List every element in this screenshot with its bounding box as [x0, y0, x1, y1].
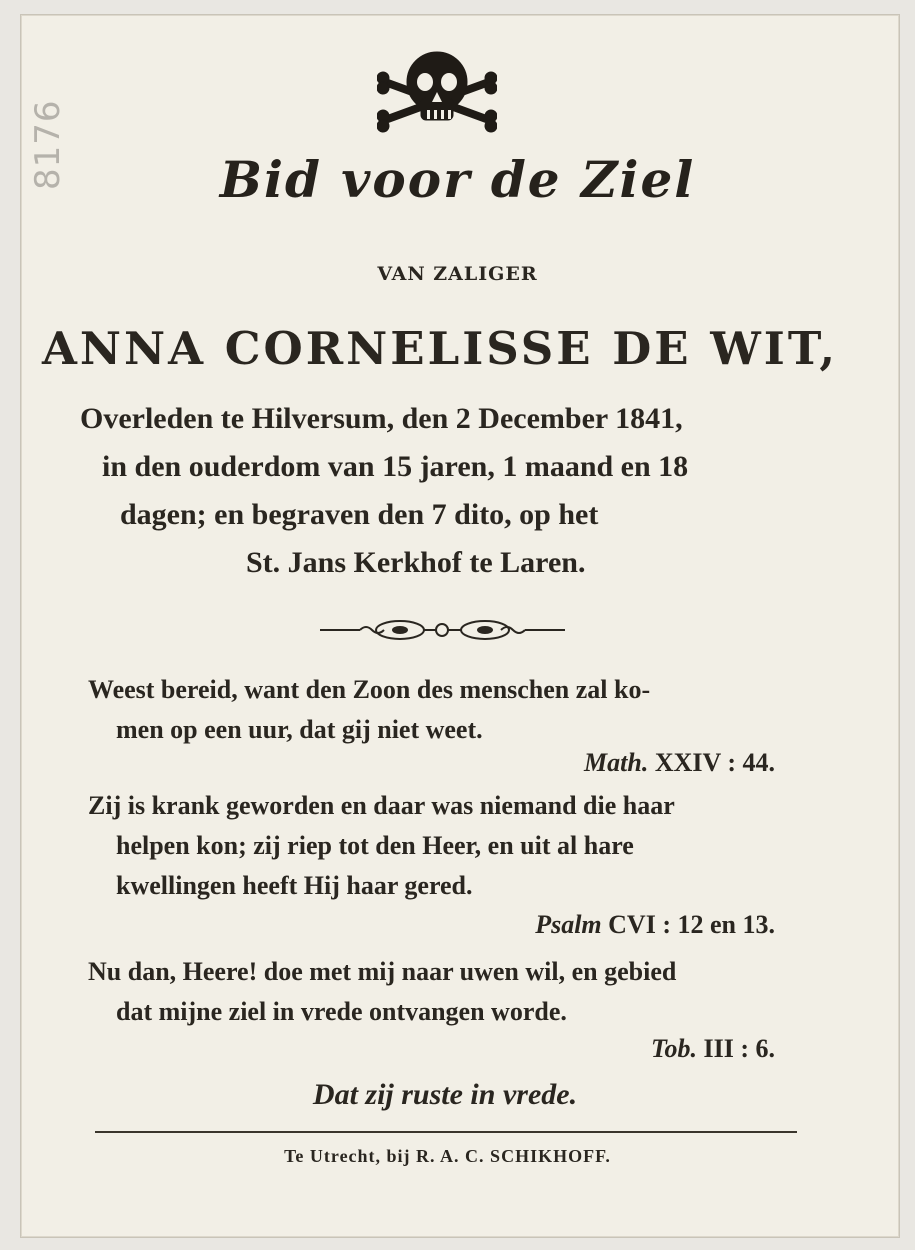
- details-line: dagen; en begraven den 7 dito, op het: [120, 498, 599, 531]
- deceased-name: ANNA CORNELISSE DE WIT,: [41, 322, 839, 375]
- ref-book: Psalm: [535, 910, 602, 939]
- ref-book: Tob.: [650, 1034, 697, 1063]
- verse-line: kwellingen heeft Hij haar gered.: [116, 871, 473, 900]
- verse-line: Zij is krank geworden en daar was niemand die haar: [88, 791, 675, 820]
- verse-2: [88, 786, 808, 906]
- ref-location: III : 6.: [703, 1034, 775, 1063]
- details-line: Overleden te Hilversum, den 2 December 1841,: [80, 402, 683, 435]
- pencil-inventory-number: 8176: [28, 99, 68, 190]
- heading-bid-voor-de-ziel: Bid voor de Ziel: [219, 150, 696, 209]
- ref-location: CVI : 12 en 13.: [608, 910, 775, 939]
- divider-rule: [95, 1131, 797, 1133]
- ref-book: Math.: [584, 748, 649, 777]
- verse-3-reference: [651, 1034, 775, 1064]
- details-line: in den ouderdom van 15 jaren, 1 maand en 18: [102, 450, 689, 483]
- subheading: VAN ZALIGER: [377, 263, 538, 285]
- verse-line: men op een uur, dat gij niet weet.: [116, 715, 483, 744]
- closing-prayer: Dat zij ruste in vrede.: [312, 1078, 578, 1111]
- ornament-divider-icon: [320, 617, 565, 643]
- verse-2-reference: [535, 910, 775, 940]
- verse-line: dat mijne ziel in vrede ontvangen worde.: [116, 997, 567, 1026]
- verse-3: [88, 952, 808, 1032]
- details-line: St. Jans Kerkhof te Laren.: [246, 546, 586, 579]
- verse-line: Nu dan, Heere! doe met mij naar uwen wil, en gebied: [88, 957, 677, 986]
- printer-imprint: Te Utrecht, bij R. A. C. SCHIKHOFF.: [284, 1146, 611, 1166]
- verse-1-reference: [584, 748, 775, 778]
- skull-crossbones-icon: [377, 48, 497, 136]
- verse-line: helpen kon; zij riep tot den Heer, en uit al hare: [116, 831, 634, 860]
- verse-line: Weest bereid, want den Zoon des menschen zal ko-: [88, 675, 651, 704]
- death-details: [80, 395, 810, 587]
- verse-1: [88, 670, 808, 750]
- ref-location: XXIV : 44.: [654, 748, 775, 777]
